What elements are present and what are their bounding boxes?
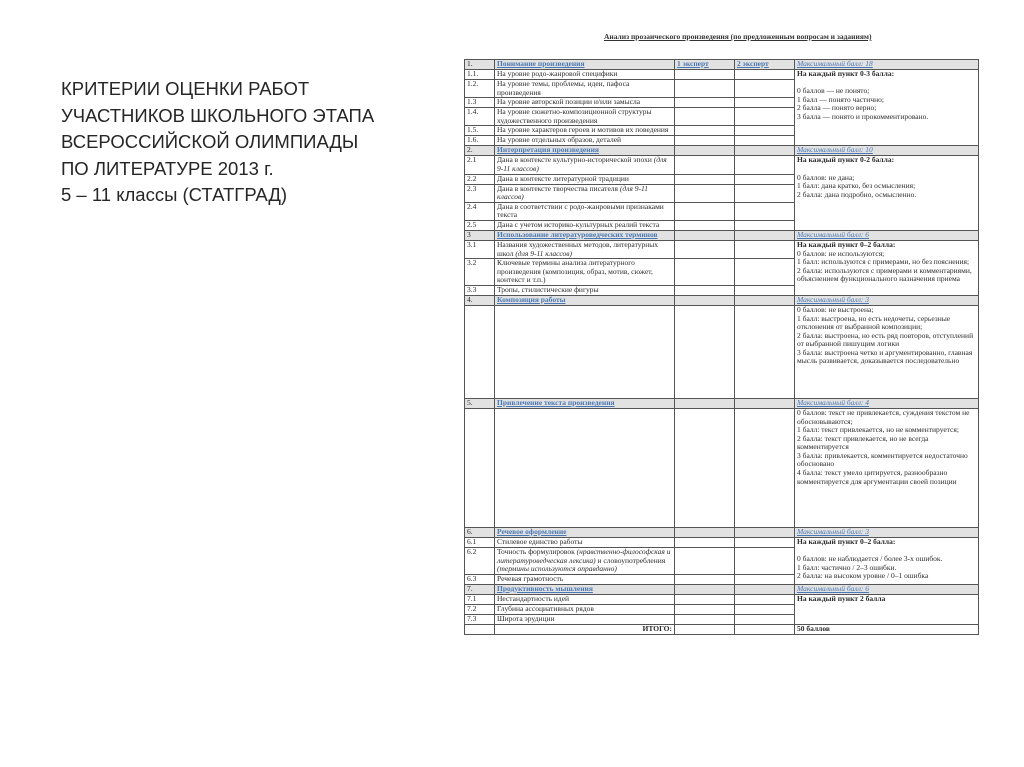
blank-text (495, 305, 675, 398)
expert2-cell (735, 126, 795, 136)
expert1-cell (675, 184, 735, 202)
section-num: 7. (465, 584, 495, 594)
section-max-cell (795, 527, 979, 537)
item-text (495, 594, 675, 604)
section-max-cell (795, 295, 979, 305)
criteria-line: 0 баллов: не наблюдается / более 3-х ошибок. (797, 554, 943, 564)
item-text (495, 259, 675, 286)
blank-row (465, 408, 979, 527)
section-title: Интерпретация произведения (497, 145, 599, 155)
section-num: 5. (465, 398, 495, 408)
expert1-cell (675, 259, 735, 286)
item-label: На уровне родо-жанровой специфики (497, 69, 618, 78)
item-label: На уровне сюжетно-композиционной структуры художественного произведения (497, 107, 652, 125)
title-line: КРИТЕРИИ ОЦЕНКИ РАБОТ (61, 78, 310, 99)
expert2-cell (735, 230, 795, 240)
expert1-cell (675, 614, 735, 624)
expert2-label: 2 эксперт (737, 59, 769, 68)
item-text (495, 220, 675, 230)
title-line: ВСЕРОССИЙСКОЙ ОЛИМПИАДЫ (61, 131, 359, 152)
blank-text (495, 408, 675, 527)
section-title-cell (495, 527, 675, 537)
total-value: 50 баллов (795, 624, 979, 634)
section-max: Максимальный балл: 3 (797, 527, 870, 536)
expert1-cell (675, 126, 735, 136)
criteria-line: На каждый пункт 0–2 балла: (797, 240, 896, 249)
section-row (465, 398, 979, 408)
expert2-cell (735, 80, 795, 98)
expert1-cell (675, 240, 735, 258)
expert1-cell (675, 202, 735, 220)
item-num: 3.2 (465, 259, 495, 286)
section-max: Максимальный балл: 6 (797, 230, 870, 239)
item-label: Точность формулировок (497, 547, 575, 556)
header-expert2 (735, 60, 795, 70)
expert1-cell (675, 408, 735, 527)
header-max (795, 60, 979, 70)
section-title-cell (495, 398, 675, 408)
expert2-cell (735, 108, 795, 126)
expert1-cell (675, 584, 735, 594)
expert1-cell (675, 220, 735, 230)
expert2-cell (735, 156, 795, 174)
blank-num (465, 305, 495, 398)
criteria-cell (795, 305, 979, 398)
expert1-cell (675, 285, 735, 295)
item-num: 2.5 (465, 220, 495, 230)
expert2-cell (735, 408, 795, 527)
item-text (495, 98, 675, 108)
item-text (495, 574, 675, 584)
expert2-cell (735, 527, 795, 537)
item-label: Дана в контексте творчества писателя (497, 184, 618, 193)
item-note: (для 9-11 классов) (515, 248, 573, 258)
section-title: Привлечение текста произведения (497, 398, 615, 407)
criteria-line: На каждый пункт 2 балла (797, 594, 886, 603)
section-num: 3 (465, 230, 495, 240)
item-text (495, 108, 675, 126)
expert2-cell (735, 584, 795, 594)
item-label: Ключевые термины анализа литературного произведения (композиция, образ, мотив, сюжет, контекст и т.п.) (497, 258, 653, 285)
criteria-line: 0 баллов: не дана; (797, 172, 855, 182)
expert2-cell (735, 240, 795, 258)
expert1-cell (675, 156, 735, 174)
item-num: 1.3 (465, 98, 495, 108)
item-num: 1.4. (465, 108, 495, 126)
expert2-cell (735, 594, 795, 604)
item-label: Тропы, стилистические фигуры (497, 285, 599, 294)
item-num: 3.3 (465, 285, 495, 295)
item-row (465, 70, 979, 80)
item-num: 2.2 (465, 174, 495, 184)
section-title-cell (495, 146, 675, 156)
criteria-line: 0 баллов: текст не привлекается, суждения текстом не обосновываются; (797, 408, 970, 426)
title-line: 5 – 11 классы (СТАТГРАД) (61, 184, 288, 205)
expert1-cell (675, 305, 735, 398)
expert2-cell (735, 202, 795, 220)
item-num: 1.2. (465, 80, 495, 98)
section-row (465, 584, 979, 594)
item-note-2: (термины используются оправданно) (497, 564, 617, 574)
section-max-cell (795, 146, 979, 156)
item-label-2: и словоупотребления (597, 555, 666, 565)
expert1-cell (675, 527, 735, 537)
criteria-cell (795, 70, 979, 146)
header-num: 1. (465, 60, 495, 70)
item-label: Дана в соответствии с родо-жанровыми признаками текста (497, 202, 664, 220)
item-label: Речевая грамотность (497, 574, 564, 583)
criteria-line: 1 балл: выстроена, но есть недочеты, серьезные отклонения от выбранной композиции; (797, 313, 951, 332)
item-label: На уровне характеров героев и мотивов их поведения (497, 125, 669, 135)
expert2-cell (735, 537, 795, 547)
item-text (495, 70, 675, 80)
expert1-cell (675, 80, 735, 98)
title-line: ПО ЛИТЕРАТУРЕ 2013 г. (61, 157, 274, 179)
item-text (495, 240, 675, 258)
section-max-cell (795, 230, 979, 240)
expert1-cell (675, 398, 735, 408)
item-label: На уровне темы, проблемы, идеи, пафоса произведения (497, 79, 630, 97)
expert1-cell (675, 574, 735, 584)
expert2-cell (735, 220, 795, 230)
expert1-cell (675, 594, 735, 604)
blank-num (465, 408, 495, 527)
section-title: Продуктивность мышления (497, 584, 593, 593)
criteria-cell (795, 156, 979, 231)
item-num: 7.1 (465, 594, 495, 604)
expert2-cell (735, 574, 795, 584)
criteria-line: 3 балла: привлекается, комментируется недостаточно обосновано (797, 450, 968, 469)
criteria-line: 1 балл: текст привлекается, но не комментируется; (797, 425, 959, 435)
section-row (465, 295, 979, 305)
item-label: На уровне отдельных образов, деталей (497, 135, 622, 145)
section-max: Максимальный балл: 4 (797, 398, 870, 407)
expert2-cell (735, 285, 795, 295)
item-label: Дана в контексте культурно-исторической эпохи (497, 155, 652, 165)
criteria-cell (795, 408, 979, 527)
expert1-cell (675, 295, 735, 305)
scanned-document (464, 26, 978, 716)
section-title-cell (495, 295, 675, 305)
expert2-cell (735, 614, 795, 624)
item-label: Нестандартность идей (497, 594, 570, 603)
item-row (465, 537, 979, 547)
criteria-line: На каждый пункт 0-3 балла: (797, 69, 895, 78)
item-num: 1.1. (465, 70, 495, 80)
header-expert1 (675, 60, 735, 70)
expert2-cell (735, 547, 795, 574)
section-title-cell (495, 230, 675, 240)
section-row (465, 527, 979, 537)
table-header-row (465, 60, 979, 70)
item-label: Названия художественных методов, литературных школ (497, 240, 659, 258)
criteria-cell (795, 537, 979, 584)
expert1-cell (675, 70, 735, 80)
header-title (495, 60, 675, 70)
item-label: Широта эрудиции (497, 614, 555, 623)
criteria-cell (795, 240, 979, 295)
item-text (495, 202, 675, 220)
title-line: УЧАСТНИКОВ ШКОЛЬНОГО ЭТАПА (61, 104, 375, 126)
expert1-cell (675, 230, 735, 240)
section-max-cell (795, 398, 979, 408)
expert1-cell (675, 547, 735, 574)
item-row (465, 156, 979, 174)
expert2-total (735, 624, 795, 634)
total-num (465, 624, 495, 634)
item-num: 6.2 (465, 547, 495, 574)
criteria-line: 2 балла: на высоком уровне / 0–1 ошибка (797, 571, 929, 581)
criteria-line: 2 балла: дана подробно, осмысленно. (797, 189, 917, 199)
item-text (495, 156, 675, 174)
item-text (495, 604, 675, 614)
expert2-cell (735, 604, 795, 614)
criteria-line: 3 балла: выстроена четко и аргументированно, главная мысль развивается, доказывается последовательно (797, 347, 973, 366)
criteria-line: На каждый пункт 0-2 балла: (797, 155, 895, 165)
criteria-line: 1 балл: используются с примерами, но без пояснения; (797, 257, 970, 267)
item-text (495, 174, 675, 184)
item-text (495, 136, 675, 146)
item-text (495, 80, 675, 98)
item-num: 3.1 (465, 240, 495, 258)
criteria-line: 2 балла: текст привлекается, но не всегда комментируется (797, 433, 929, 452)
item-text (495, 126, 675, 136)
criteria-line: 2 балла — понято верно; (797, 103, 877, 113)
item-note: (для 9-11 классов) (497, 155, 667, 173)
criteria-line: 2 балла: выстроена, но есть ряд повторов, отступлений от выбранной пишущим логики (797, 330, 974, 349)
total-label: ИТОГО: (495, 624, 675, 634)
criteria-line: 0 баллов: не используются; (797, 248, 885, 258)
item-label: Дана с учетом историко-культурных реалий текста (497, 220, 660, 229)
expert1-cell (675, 174, 735, 184)
section-title: Композиция работы (497, 295, 566, 304)
expert2-cell (735, 305, 795, 398)
criteria-line: 1 балл — понято частично; (797, 94, 884, 104)
item-num: 1.5. (465, 126, 495, 136)
item-num: 6.1 (465, 537, 495, 547)
criteria-table (464, 59, 979, 635)
item-note: (для 9-11 классов) (497, 184, 648, 202)
criteria-line: 2 балла: используются с примерами и комментариями, объяснением функционального назначения приема (797, 265, 972, 284)
item-note: (нравственно-философская и литературоведческая лексика) (497, 547, 671, 565)
section-title-cell (495, 584, 675, 594)
section-num: 6. (465, 527, 495, 537)
criteria-line: 0 баллов: не выстроена; (797, 305, 874, 314)
item-label: Стилевое единство работы (497, 537, 583, 546)
item-num: 2.3 (465, 184, 495, 202)
section-max: Максимальный балл: 10 (797, 145, 873, 155)
section-max-cell (795, 584, 979, 594)
item-num: 6.3 (465, 574, 495, 584)
expert1-cell (675, 146, 735, 156)
criteria-cell (795, 594, 979, 624)
document-caption: Анализ прозаического произведения (по предложенным вопросам и заданиям) (604, 32, 872, 41)
expert2-cell (735, 70, 795, 80)
item-text (495, 184, 675, 202)
item-num: 1.6. (465, 136, 495, 146)
section-num: 2. (465, 146, 495, 156)
item-text (495, 614, 675, 624)
section-max: Максимальный балл: 18 (797, 59, 873, 68)
criteria-line: 1 балл: дана кратко, без осмысления; (797, 181, 916, 191)
expert2-cell (735, 174, 795, 184)
expert1-cell (675, 108, 735, 126)
section-num: 4. (465, 295, 495, 305)
expert2-cell (735, 136, 795, 146)
section-max: Максимальный балл: 6 (797, 584, 870, 593)
section-title: Использование литературоведческих терминов (497, 230, 658, 239)
criteria-line: 4 балла: текст умело цитируется, разнообразно комментируется для аргументации своей позиции (797, 468, 957, 486)
expert2-cell (735, 184, 795, 202)
slide-title (61, 76, 441, 209)
expert2-cell (735, 295, 795, 305)
expert2-cell (735, 259, 795, 286)
item-text (495, 547, 675, 574)
item-label: Дана в контексте литературной традиции (497, 174, 629, 183)
section-title: Речевое оформление (497, 527, 567, 536)
item-label: Глубина ассоциативных рядов (497, 604, 594, 613)
expert2-cell (735, 146, 795, 156)
expert1-cell (675, 604, 735, 614)
item-row (465, 240, 979, 258)
section-row (465, 230, 979, 240)
item-num: 7.3 (465, 614, 495, 624)
expert1-label: 1 эксперт (677, 59, 709, 68)
section-row (465, 146, 979, 156)
item-label: На уровне авторской позиции и/или замысла (497, 97, 641, 107)
expert1-total (675, 624, 735, 634)
item-num: 2.1 (465, 156, 495, 174)
item-row (465, 594, 979, 604)
criteria-line: 0 баллов — не понято; (797, 86, 870, 96)
criteria-line: 3 балла — понято и прокомментировано. (797, 111, 929, 121)
section-max: Максимальный балл: 3 (797, 295, 870, 304)
item-num: 7.2 (465, 604, 495, 614)
expert2-cell (735, 398, 795, 408)
expert1-cell (675, 136, 735, 146)
section-title: Понимание произведения (497, 59, 585, 68)
criteria-line: На каждый пункт 0–2 балла: (797, 537, 896, 546)
item-text (495, 285, 675, 295)
item-num: 2.4 (465, 202, 495, 220)
total-row (465, 624, 979, 634)
blank-row (465, 305, 979, 398)
item-text (495, 537, 675, 547)
criteria-line: 1 балл: частично / 2–3 ошибки. (797, 562, 897, 572)
expert1-cell (675, 537, 735, 547)
expert1-cell (675, 98, 735, 108)
expert2-cell (735, 98, 795, 108)
